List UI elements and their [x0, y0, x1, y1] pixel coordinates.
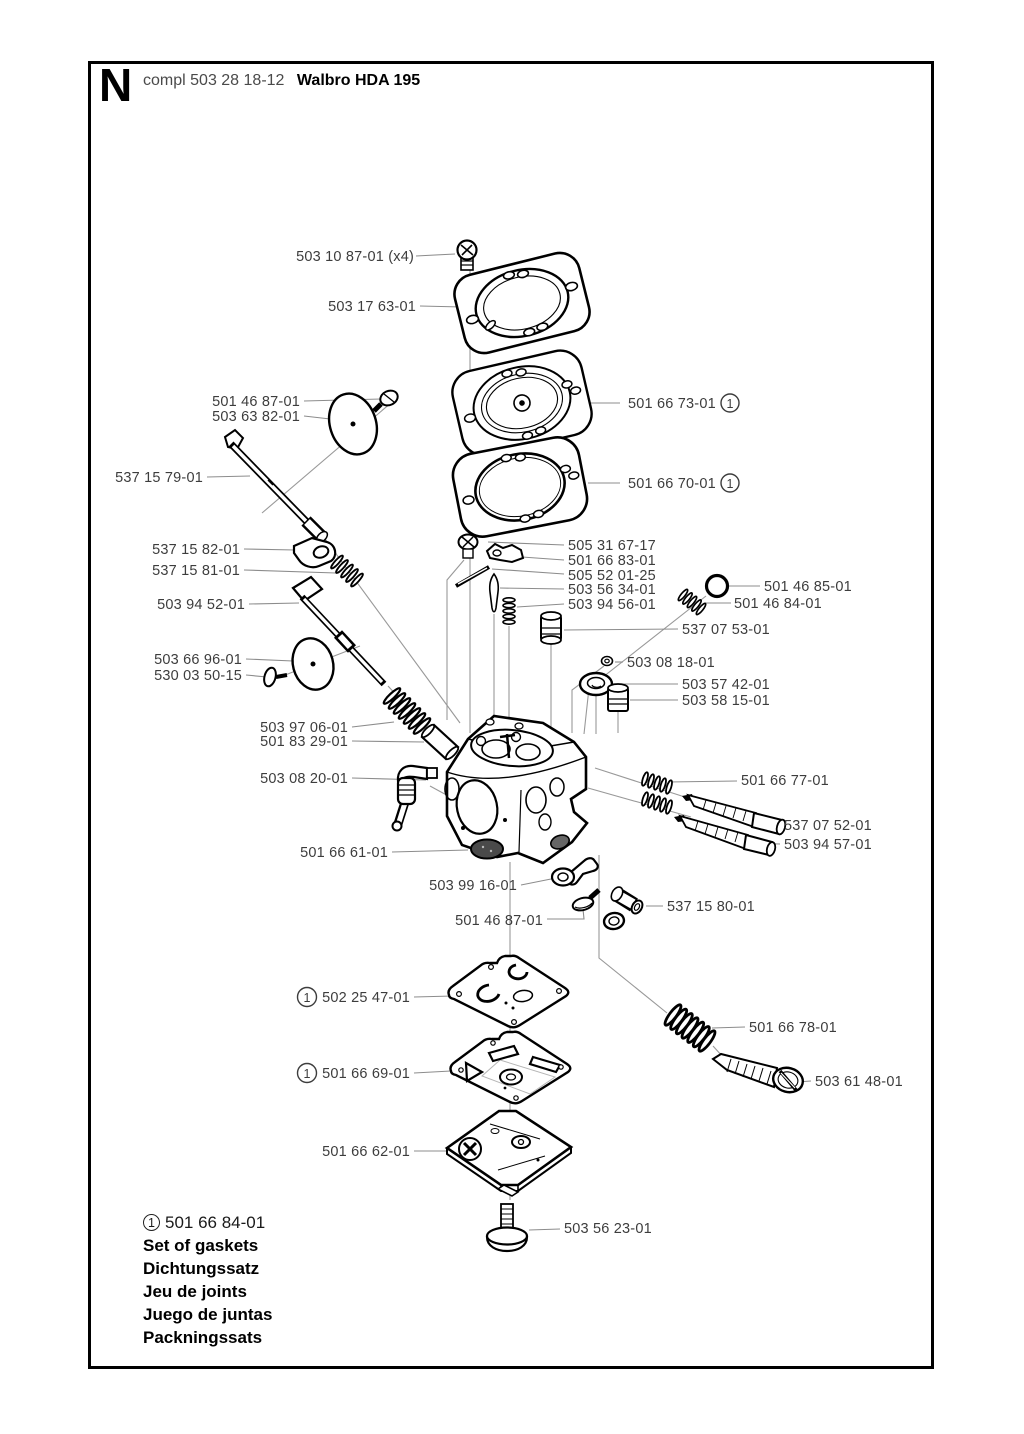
- oring-and-spring: [677, 576, 727, 616]
- metering-lever-screw: [571, 890, 599, 913]
- choke-lever: [294, 538, 335, 567]
- lever-spring: [330, 554, 364, 587]
- part-label: 530 03 50-15: [154, 668, 242, 684]
- part-label: 537 15 81-01: [152, 563, 240, 579]
- gasket-set-digit: 1: [726, 397, 734, 411]
- part-label: 503 57 42-01: [682, 677, 770, 693]
- gasket-set-reference: [143, 1211, 272, 1234]
- valve-cylinder: [608, 684, 628, 711]
- plug-cylinder: [541, 612, 561, 644]
- part-label: 503 17 63-01: [328, 299, 416, 315]
- shaft-return-spring: [382, 687, 432, 736]
- part-label: 503 99 16-01: [429, 878, 517, 894]
- gasket-set-digit: 1: [303, 1067, 311, 1081]
- gasket-set-digit: 1: [726, 477, 734, 491]
- part-label: 501 66 83-01: [568, 553, 656, 569]
- cover-screw: [458, 241, 477, 271]
- inlet-screen-plug: [471, 840, 503, 859]
- part-label: 503 61 48-01: [815, 1074, 903, 1090]
- part-label: 501 66 61-01: [300, 845, 388, 861]
- part-label: 501 66 73-01: [628, 396, 716, 412]
- part-label: 537 07 52-01: [784, 818, 872, 834]
- part-label: 537 15 80-01: [667, 899, 755, 915]
- pump-gasket-plate: [449, 956, 569, 1028]
- pump-end-cover: [447, 1111, 571, 1196]
- part-label: 501 66 77-01: [741, 773, 829, 789]
- inlet-needle-cluster: [456, 535, 523, 625]
- grommet: [602, 657, 613, 666]
- part-label: 503 58 15-01: [682, 693, 770, 709]
- part-label: 503 94 52-01: [157, 597, 245, 613]
- part-label: 503 97 06-01: [260, 720, 348, 736]
- part-label: 501 46 87-01: [212, 394, 300, 410]
- part-label: 537 15 82-01: [152, 542, 240, 558]
- gasket-set-description-en: Set of gaskets: [143, 1236, 259, 1255]
- part-label: 505 52 01-25: [568, 568, 656, 584]
- part-label: 503 94 56-01: [568, 597, 656, 613]
- part-label: 537 07 53-01: [682, 622, 770, 638]
- circled-one-icon: 1: [143, 1214, 160, 1231]
- compl-label: compl: [143, 72, 186, 89]
- model-name: Walbro HDA 195: [296, 72, 421, 89]
- gasket-set-description-de: Dichtungssatz: [143, 1259, 260, 1278]
- part-label: 503 94 57-01: [784, 837, 872, 853]
- part-label: 501 46 85-01: [764, 579, 852, 595]
- section-letter: N: [99, 59, 133, 111]
- throttle-shaft: [225, 430, 329, 544]
- part-label: 502 25 47-01: [322, 990, 410, 1006]
- idle-screw-spring: [663, 1003, 717, 1053]
- part-label: 503 63 82-01: [212, 409, 300, 425]
- gasket-set-part-number: 501 66 84-01: [165, 1212, 266, 1232]
- choke-disc-and-screw: [262, 634, 339, 695]
- lever-screw-and-disc: [322, 387, 401, 460]
- cover-center-screw: [487, 1204, 527, 1251]
- part-label: 503 56 23-01: [564, 1221, 652, 1237]
- part-label: 503 56 34-01: [568, 582, 656, 598]
- gasket-set-description-sv: Packningssats: [143, 1328, 263, 1347]
- metering-lever: [552, 858, 598, 885]
- gasket-set-digit: 1: [303, 991, 311, 1005]
- part-label: 501 46 87-01: [455, 913, 543, 929]
- part-label: 501 66 62-01: [322, 1144, 410, 1160]
- part-label: 501 46 84-01: [734, 596, 822, 612]
- part-label: 503 08 20-01: [260, 771, 348, 787]
- gasket-set-description-es: Juego de juntas: [143, 1305, 273, 1324]
- mixture-screw-springs: [641, 772, 674, 815]
- part-label: 501 66 70-01: [628, 476, 716, 492]
- pump-diaphragm-plate: [451, 1032, 571, 1104]
- part-label: 537 15 79-01: [115, 470, 203, 486]
- part-label: 503 10 87-01 (x4): [296, 249, 414, 265]
- gasket-set-legend: [143, 1211, 272, 1349]
- idle-adjust-screw: [713, 1054, 806, 1095]
- gasket-set-description-fr: Jeu de joints: [143, 1282, 247, 1301]
- bushing-and-rings: [603, 885, 645, 931]
- fuel-elbow-fitting: [393, 766, 438, 831]
- part-label: 503 08 18-01: [627, 655, 715, 671]
- part-label: 503 66 96-01: [154, 652, 242, 668]
- part-label: 505 31 67-17: [568, 538, 656, 554]
- carburetor-body: [445, 716, 587, 863]
- part-label: 501 66 69-01: [322, 1066, 410, 1082]
- part-label: 501 83 29-01: [260, 734, 348, 750]
- shaft-bushing: [420, 723, 460, 761]
- compl-number: 503 28 18-12: [190, 72, 285, 89]
- part-label: 501 66 78-01: [749, 1020, 837, 1036]
